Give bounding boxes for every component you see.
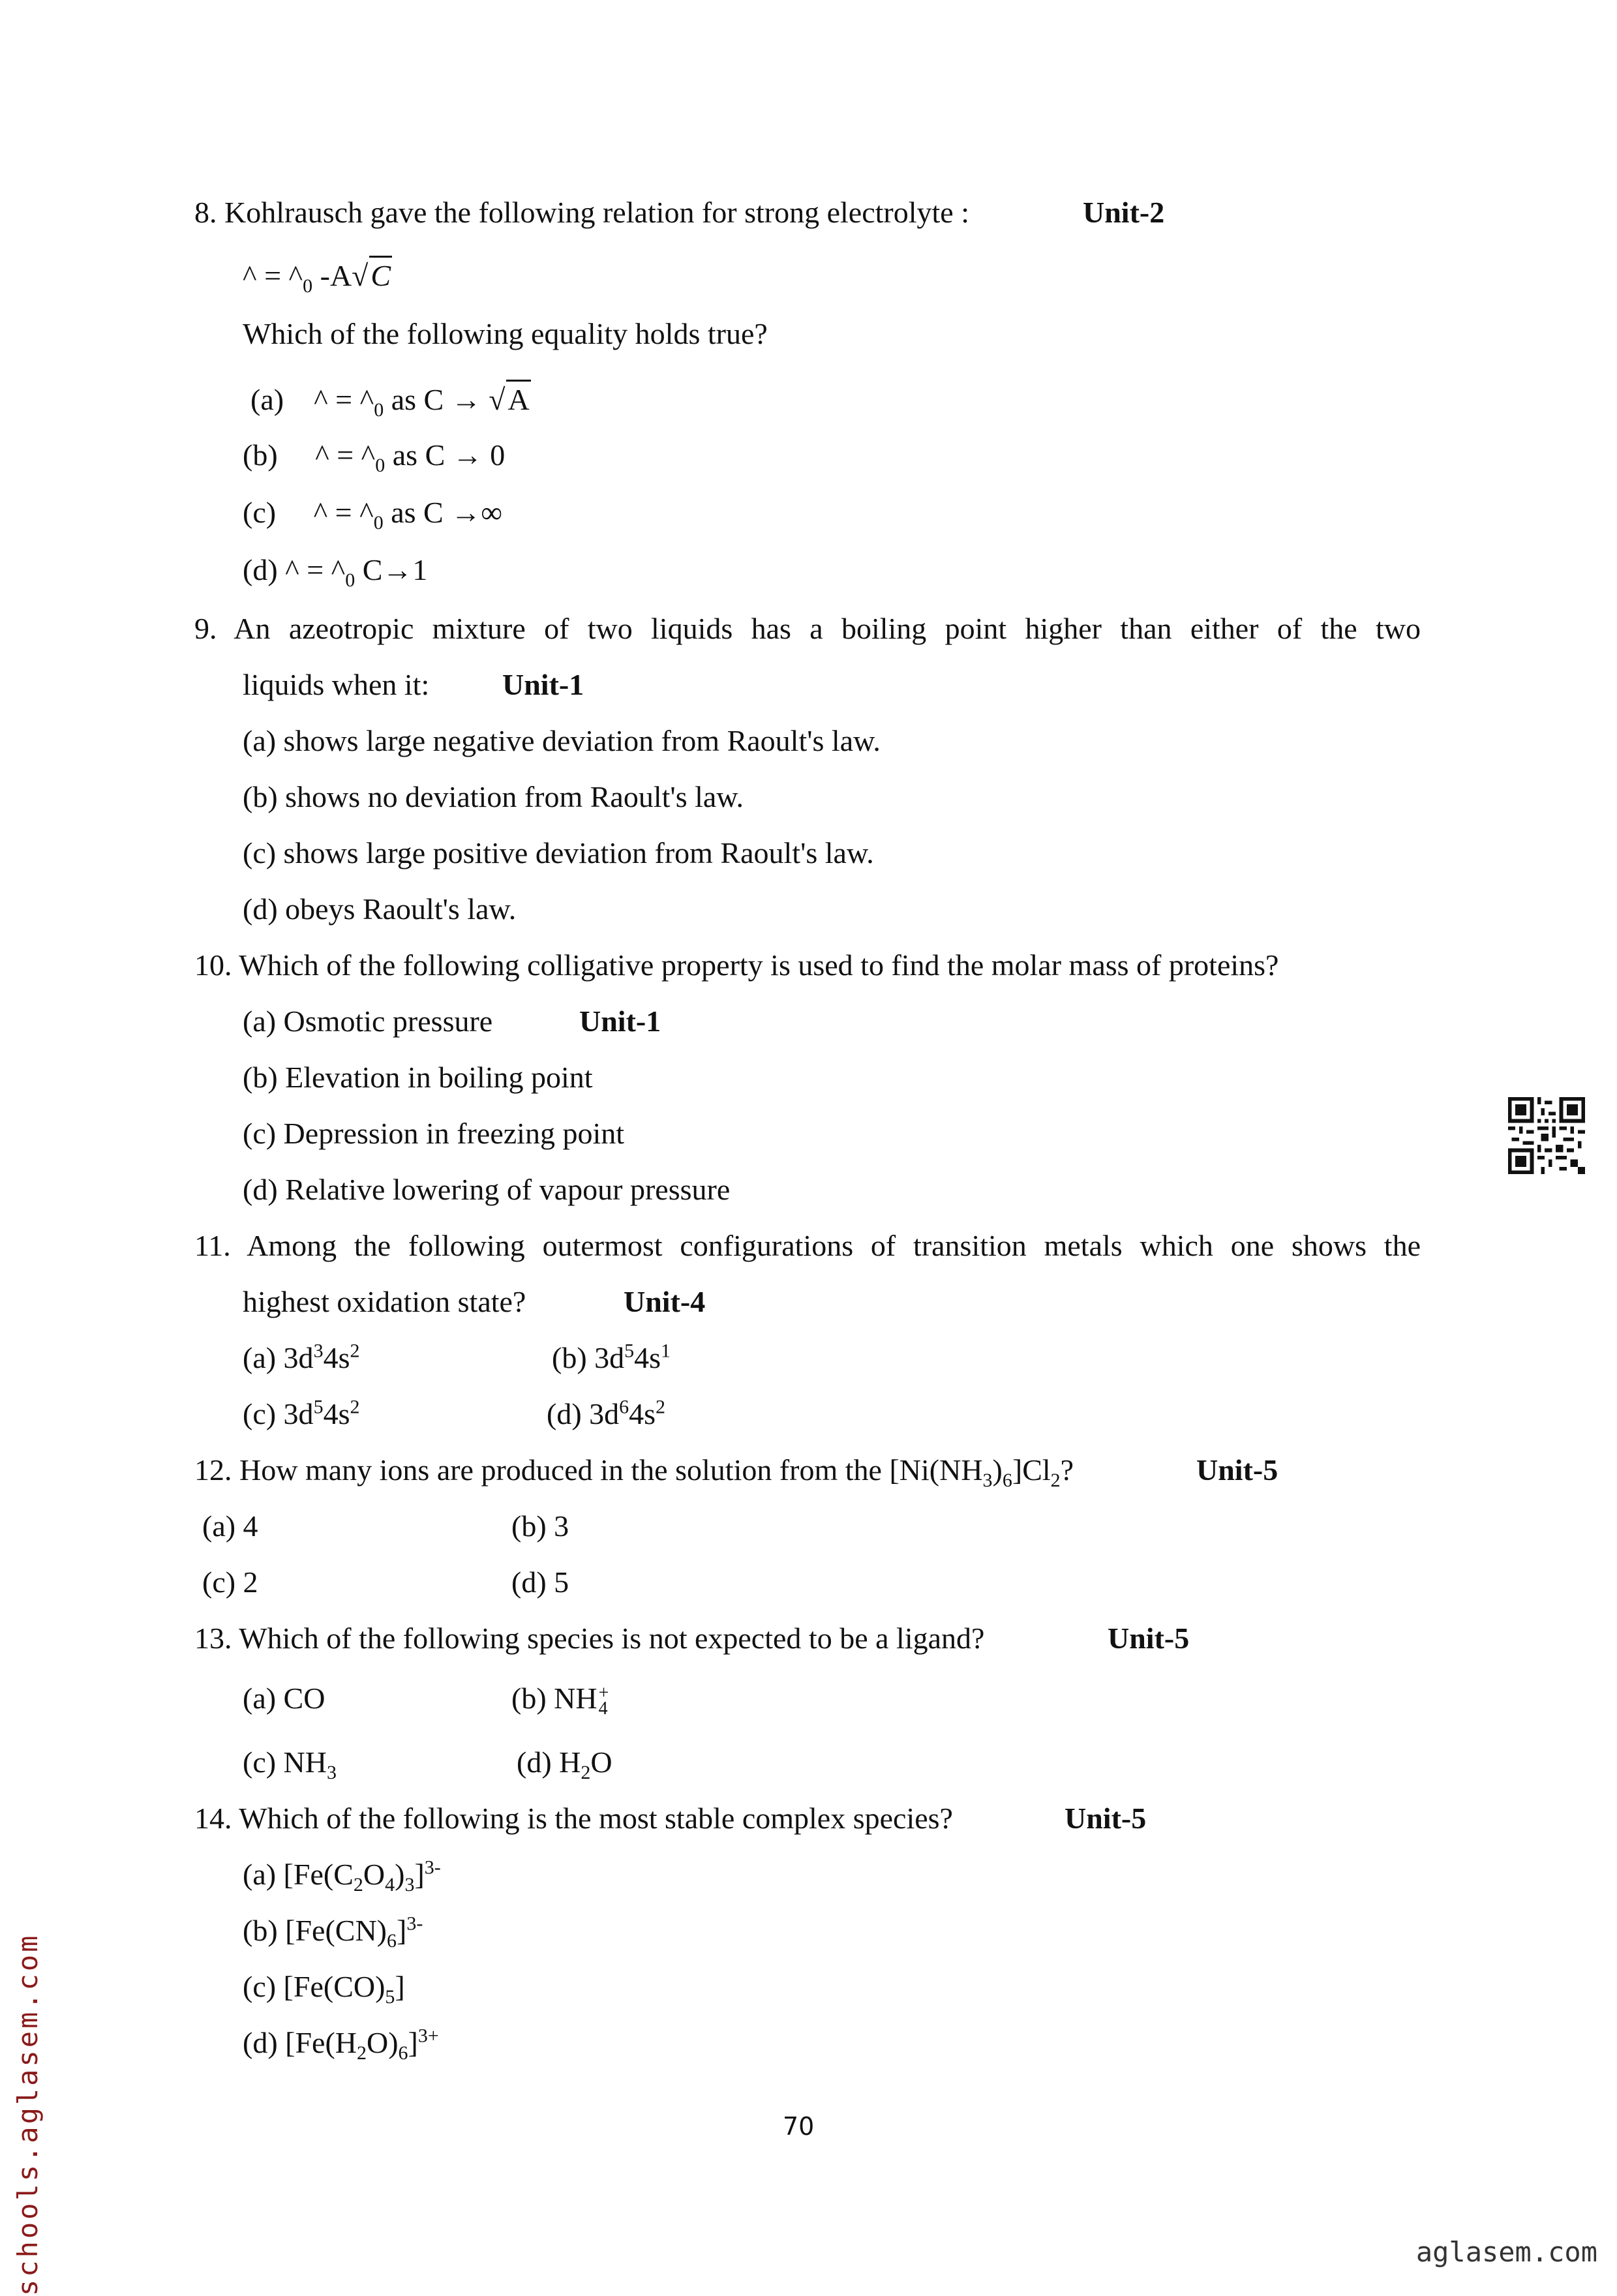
q14-stem: 14. Which of the following is the most stable complex species?	[194, 1802, 953, 1835]
q11-option-b: (b) $3d^54s^1$	[552, 1340, 671, 1374]
qr-code-icon[interactable]	[1508, 1097, 1585, 1174]
q8-relation: ^ = $\^{}_0$ -A√C	[243, 256, 392, 294]
q10-option-b: (b) Elevation in boiling point	[243, 1061, 593, 1094]
q14-option-c: (c) $[Fe(CO)_5]$	[243, 1970, 405, 2008]
q14-unit: Unit-5	[1065, 1802, 1147, 1835]
q10-stem: 10. Which of the following colligative property is used to find the molar mass of proteins?	[194, 948, 1279, 982]
q14-option-a: (a) $[Fe(C_2O_4)_3]^{3-}$	[243, 1856, 441, 1896]
q14-option-d: (d) $[Fe(H_2O)_6]^{3+}$	[243, 2025, 439, 2064]
q11-option-d: (d) $3d^64s^2$	[547, 1396, 666, 1430]
q10-option-d: (d) Relative lowering of vapour pressure	[243, 1173, 731, 1206]
q9-stem: 9. An azeotropic mixture of two liquids has a boiling point higher than either of the two	[194, 612, 1421, 645]
q13-option-b: (b) NH + 4	[511, 1682, 609, 1719]
q13-unit: Unit-5	[1108, 1622, 1190, 1655]
q11-stem-cont: highest oxidation state?	[243, 1285, 526, 1318]
q10-option-c: (c) Depression in freezing point	[243, 1117, 625, 1150]
q11-option-a: (a) $3d^34s^2$	[243, 1340, 360, 1374]
q14-option-b: (b) $[Fe(CN)_6]^{3-}$	[243, 1912, 423, 1952]
q13-stem: 13. Which of the following species is not expected to be a ligand?	[194, 1622, 985, 1655]
q12-option-a: (a) 4	[202, 1509, 258, 1543]
q8-option-c: (c) ^ = $\^{}_0$ as C →∞	[243, 496, 502, 534]
q8-unit: Unit-2	[1083, 196, 1165, 229]
page-number: 70	[783, 2112, 815, 2141]
q8-option-a: (a) ^ = $\^{}_0$ as C → √A	[250, 380, 531, 418]
q12-stem: 12. How many ions are produced in the solution from the $[Ni(NH_3)_6]Cl_2$?	[194, 1453, 1074, 1492]
q9-option-a: (a) shows large negative deviation from Raoult's law.	[243, 724, 881, 757]
q13-option-c: (c) $NH_3$	[243, 1745, 337, 1784]
q10-option-a: (a) Osmotic pressure	[243, 1004, 493, 1038]
q8-option-d: (d) ^ = $\^{}_0$ C→1	[243, 553, 428, 592]
q10-unit: Unit-1	[579, 1004, 661, 1038]
q9-option-c: (c) shows large positive deviation from Raoult's law.	[243, 836, 874, 869]
q11-unit: Unit-4	[624, 1285, 706, 1318]
q12-option-c: (c) 2	[202, 1565, 258, 1599]
q9-stem-cont: liquids when it:	[243, 668, 430, 701]
q13-option-a: (a) CO	[243, 1682, 325, 1715]
q8-prompt: Which of the following equality holds true?	[243, 317, 768, 350]
q12-option-b: (b) 3	[511, 1509, 569, 1543]
q11-option-c: (c) $3d^54s^2$	[243, 1396, 360, 1430]
footer-watermark[interactable]: aglasem.com	[1415, 2236, 1597, 2268]
q9-option-d: (d) obeys Raoult's law.	[243, 892, 517, 926]
side-watermark: schools.aglasem.com	[12, 1933, 44, 2296]
q8-stem: 8. Kohlrausch gave the following relation for strong electrolyte :	[194, 196, 969, 229]
q8-option-b: (b) ^ = $\^{}_0$ as C → 0	[243, 438, 506, 477]
q9-unit: Unit-1	[502, 668, 584, 701]
q9-option-b: (b) shows no deviation from Raoult's law.	[243, 780, 744, 813]
q12-unit: Unit-5	[1196, 1453, 1278, 1487]
q12-option-d: (d) 5	[511, 1565, 569, 1599]
q11-stem: 11. Among the following outermost configurations of transition metals which one shows the	[194, 1229, 1421, 1262]
q13-option-d: (d) $H_2O$	[517, 1745, 612, 1784]
